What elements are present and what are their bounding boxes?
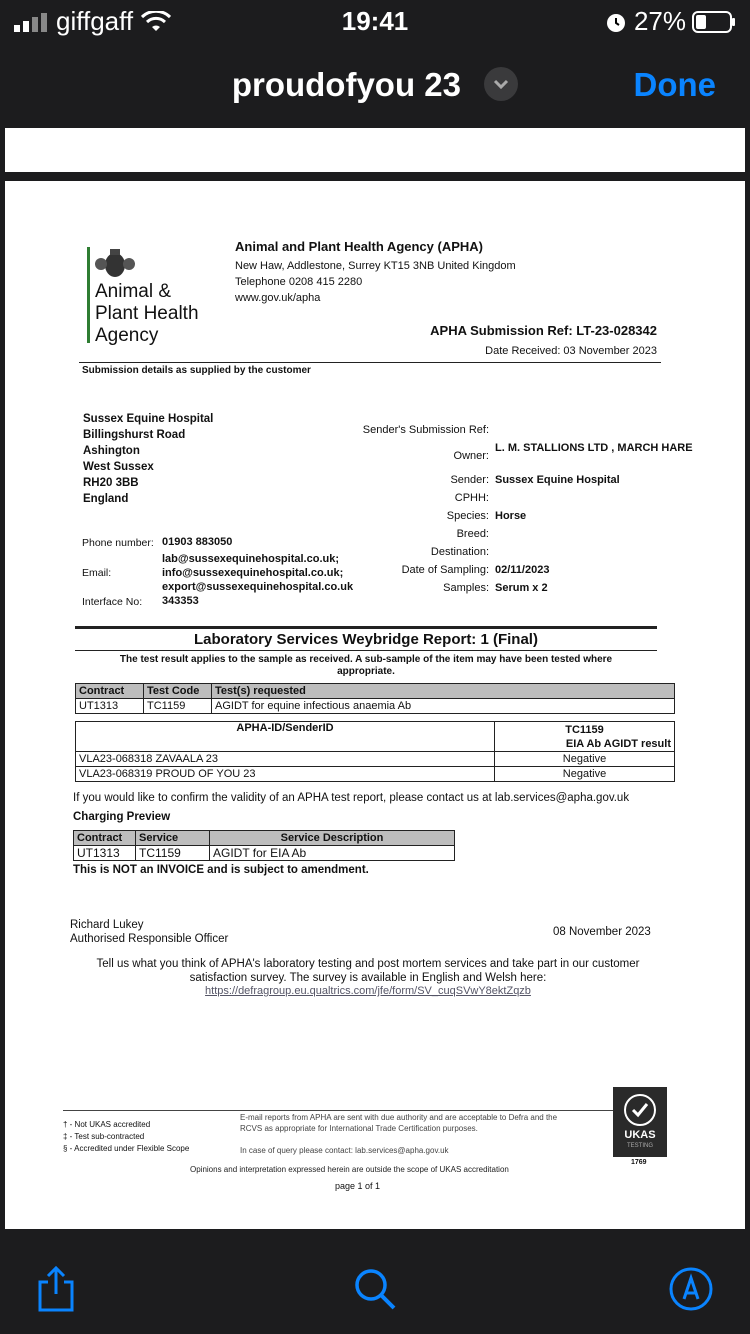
detail-value xyxy=(495,528,695,546)
logo-text xyxy=(95,281,199,347)
navigation-bar xyxy=(0,40,750,130)
table-header-row xyxy=(74,831,455,846)
phone-number: 01903 883050 xyxy=(162,536,233,548)
crown-tick-icon xyxy=(623,1093,657,1127)
column-header: Test(s) requested xyxy=(212,684,675,699)
search-icon xyxy=(352,1266,398,1312)
address-line: Sussex Equine Hospital xyxy=(83,413,214,425)
detail-label: Owner: xyxy=(453,450,489,462)
date-received: Date Received: 03 November 2023 xyxy=(485,345,657,357)
table-cell: AGIDT for equine infectious anaemia Ab xyxy=(212,699,675,714)
share-icon xyxy=(34,1264,78,1312)
charging-title: Charging Preview xyxy=(73,811,171,823)
result-code: TC1159 xyxy=(565,723,604,736)
table-cell: UT1313 xyxy=(74,846,136,861)
interface-label: Interface No: xyxy=(82,596,143,608)
column-header: Service Description xyxy=(210,831,455,846)
column-header: Contract xyxy=(76,684,144,699)
ukas-number: 1769 xyxy=(631,1159,647,1166)
officer-block xyxy=(70,918,228,946)
detail-value xyxy=(495,492,695,510)
phone-label: Phone number: xyxy=(82,537,154,549)
table-header-row xyxy=(76,684,675,699)
done-button[interactable]: Done xyxy=(633,66,716,103)
email-list xyxy=(162,552,353,594)
divider xyxy=(79,362,661,363)
column-header: Test Code xyxy=(144,684,212,699)
address-line: Billingshurst Road xyxy=(83,429,186,441)
footer-query: In case of query please contact: lab.services@apha.gov.uk xyxy=(240,1146,449,1155)
org-website: www.gov.uk/apha xyxy=(235,292,321,304)
search-button[interactable] xyxy=(352,1266,396,1310)
address-line: West Sussex xyxy=(83,461,154,473)
results-table xyxy=(75,721,675,782)
supplied-note: Submission details as supplied by the customer xyxy=(82,365,311,376)
markup-icon xyxy=(668,1266,714,1312)
logo-line: Animal & xyxy=(95,281,172,302)
table-row xyxy=(74,846,455,861)
address-line: RH20 3BB xyxy=(83,477,139,489)
battery-icon xyxy=(692,10,736,34)
email-label: Email: xyxy=(82,567,112,579)
detail-label: Breed: xyxy=(456,528,489,540)
detail-label: Species: xyxy=(446,510,489,522)
chevron-down-icon[interactable] xyxy=(484,67,518,101)
divider xyxy=(75,626,657,629)
officer-title: Authorised Responsible Officer xyxy=(70,933,229,945)
carrier-name: giffgaff xyxy=(56,6,134,36)
org-contact xyxy=(235,258,516,306)
table-cell: Negative xyxy=(495,752,675,767)
divider xyxy=(75,650,657,651)
survey-link[interactable]: https://defragroup.eu.qualtrics.com/jfe/form/SV_cuqSVwY8ektZqzb xyxy=(205,985,531,997)
submission-ref: APHA Submission Ref: LT-23-028342 xyxy=(430,323,657,338)
address-line: England xyxy=(83,493,129,505)
email-address: lab@sussexequinehospital.co.uk; xyxy=(162,553,339,565)
org-address: New Haw, Addlestone, Surrey KT15 3NB United Kingdom xyxy=(235,260,516,272)
table-cell: TC1159 xyxy=(144,699,212,714)
report-title: Laboratory Services Weybridge Report: 1 (Final) xyxy=(194,631,538,648)
detail-value: Horse xyxy=(495,510,527,522)
battery-percent: 27% xyxy=(633,6,686,36)
footnote: † - Not UKAS accredited xyxy=(63,1120,151,1129)
detail-label: Sender: xyxy=(450,474,489,486)
footnotes xyxy=(63,1119,189,1155)
table-row xyxy=(76,767,675,782)
details-values xyxy=(495,424,695,600)
detail-value: L. M. STALLIONS LTD , MARCH HARE xyxy=(495,442,693,454)
footnote: ‡ - Test sub-contracted xyxy=(63,1132,145,1141)
footer-email-note: E-mail reports from APHA are sent with due authority and are acceptable to Defra and the RCVS as appropriate for International Trade Certification purposes. xyxy=(240,1113,558,1133)
column-header-result xyxy=(495,722,675,752)
footer-divider xyxy=(63,1110,663,1111)
logo-line: Agency xyxy=(95,325,159,346)
table-cell: VLA23-068318 ZAVAALA 23 xyxy=(76,752,495,767)
officer-name: Richard Lukey xyxy=(70,919,144,931)
email-address: info@sussexequinehospital.co.uk; xyxy=(162,567,344,579)
status-bar xyxy=(0,0,750,40)
status-right xyxy=(604,6,736,37)
page-number: page 1 of 1 xyxy=(335,1181,381,1191)
table-cell: Negative xyxy=(495,767,675,782)
org-name: Animal and Plant Health Agency (APHA) xyxy=(235,239,483,254)
validity-note: If you would like to confirm the validity of an APHA test report, please contact us at lab.services@apha.gov.uk xyxy=(73,792,630,804)
ukas-label: UKAS xyxy=(624,1129,656,1141)
detail-label: Date of Sampling: xyxy=(401,564,489,576)
detail-label: Sender's Submission Ref: xyxy=(362,424,489,436)
table-cell: TC1159 xyxy=(136,846,210,861)
email-address: export@sussexequinehospital.co.uk xyxy=(162,581,354,593)
result-label: EIA Ab AGIDT result xyxy=(565,737,671,750)
detail-label: Destination: xyxy=(430,546,489,558)
ukas-sub: TESTING xyxy=(626,1143,653,1149)
invoice-note: This is NOT an INVOICE and is subject to amendment. xyxy=(73,864,369,876)
previous-page-preview[interactable] xyxy=(5,128,745,172)
table-row xyxy=(76,699,675,714)
alarm-icon xyxy=(604,10,628,34)
org-phone: Telephone 0208 415 2280 xyxy=(235,276,363,288)
detail-value xyxy=(495,546,695,564)
royal-crest-icon xyxy=(93,247,137,281)
detail-value: Serum x 2 xyxy=(495,582,548,594)
footnote: § - Accredited under Flexible Scope xyxy=(63,1144,190,1153)
report-note: The test result applies to the sample as received. A sub-sample of the item may have been tested where appropriate. xyxy=(119,654,613,677)
ukas-badge xyxy=(613,1087,667,1157)
markup-button[interactable] xyxy=(668,1266,712,1310)
table-header-row xyxy=(76,722,675,752)
customer-address xyxy=(83,411,213,507)
address-line: Ashington xyxy=(83,445,140,457)
table-cell: VLA23-068319 PROUD OF YOU 23 xyxy=(76,767,495,782)
column-header: Service xyxy=(136,831,210,846)
column-header: Contract xyxy=(74,831,136,846)
footer-opinions: Opinions and interpretation expressed herein are outside the scope of UKAS accreditation xyxy=(190,1165,509,1174)
charging-table xyxy=(73,830,455,861)
survey-text: Tell us what you think of APHA's laboratory testing and post mortem services and take part in our customer satisfaction survey. The survey is available in English and Welsh here: xyxy=(96,958,640,984)
bottom-toolbar xyxy=(0,1236,750,1334)
document-title-text: proudofyou 23 xyxy=(231,66,461,103)
clock: 19:41 xyxy=(341,6,409,36)
detail-label: Samples: xyxy=(443,582,489,594)
interface-number: 343353 xyxy=(162,595,199,607)
detail-value: 02/11/2023 xyxy=(495,564,550,576)
report-date: 08 November 2023 xyxy=(553,926,651,938)
detail-label: CPHH: xyxy=(454,492,489,504)
document-page xyxy=(5,181,745,1229)
tests-table xyxy=(75,683,675,714)
share-button[interactable] xyxy=(34,1264,78,1308)
table-row xyxy=(76,752,675,767)
logo-bar xyxy=(87,247,90,343)
detail-value xyxy=(495,424,695,442)
column-header: APHA-ID/SenderID xyxy=(76,722,495,752)
detail-value: Sussex Equine Hospital xyxy=(495,474,620,486)
logo-line: Plant Health xyxy=(95,303,199,324)
table-cell: UT1313 xyxy=(76,699,144,714)
table-cell: AGIDT for EIA Ab xyxy=(210,846,455,861)
